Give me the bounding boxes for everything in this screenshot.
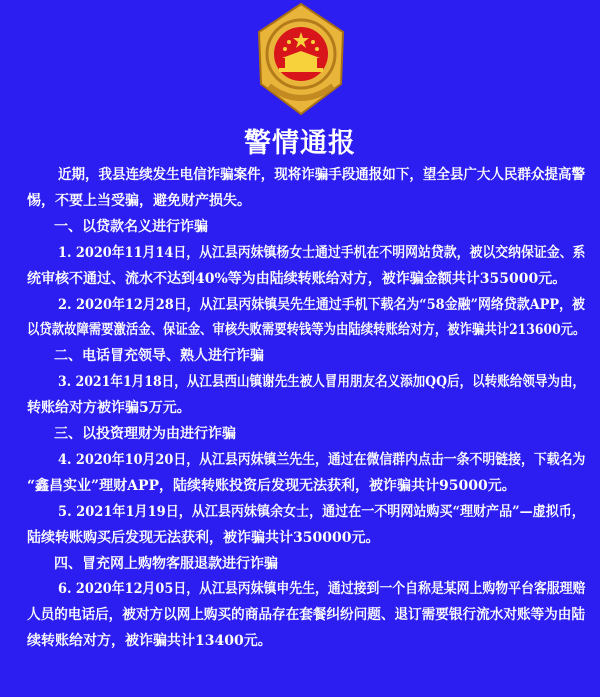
paragraph-line: 惕，不要上当受骗，避免财产损失。 — [27, 192, 251, 209]
paragraph-line: 4. 2020年10月20日，从江县丙妹镇兰先生，通过在微信群内点击一条不明链接，下载名为 — [58, 451, 586, 468]
section-heading: 一、以贷款名义进行诈骗 — [54, 218, 208, 235]
paragraph-line: 转账给对方被诈骗5万元。 — [27, 400, 191, 417]
section-heading: 三、以投资理财为由进行诈骗 — [54, 426, 236, 442]
page-title: 警情通报 — [244, 128, 356, 159]
paragraph-line: 续转账给对方，被诈骗共计13400元。 — [27, 633, 272, 650]
paragraph-line: 陆续转账购买后发现无法获利，被诈骗共计350000元。 — [27, 529, 380, 546]
paragraph-line: 统审核不通过、流水不达到40%等为由陆续转账给对方，被诈骗金额共计355000元。 — [27, 270, 567, 287]
paragraph-line: 以贷款故障需要激活金、保证金、审核失败需要转钱等为由陆续转账给对方，被诈骗共计213600元。 — [27, 322, 586, 339]
paragraph-line: 近期，我县连续发生电信诈骗案件，现将诈骗手段通报如下，望全县广大人民群众提高警 — [58, 167, 585, 183]
police-emblem-icon — [255, 2, 347, 120]
paragraph-line: 6. 2020年12月05日，从江县丙妹镇申先生，通过接到一个自称是某网上购物平台客服理赔 — [58, 581, 586, 598]
paragraph-line: 5. 2021年1月19日，从江县丙妹镇余女士，通过在一不明网站购买“理财产品”—虚拟币， — [58, 503, 585, 520]
paragraph-line: 2. 2020年12月28日，从江县丙妹镇吴先生通过手机下载名为“58金融”网络贷款APP，被 — [58, 296, 585, 313]
paragraph-line: “鑫昌实业”理财APP，陆续转账投资后发现无法获利，被诈骗共计95000元。 — [27, 477, 516, 494]
paragraph-line: 1. 2020年11月14日，从江县丙妹镇杨女士通过手机在不明网站贷款，被以交纳保证金、系 — [58, 244, 586, 261]
paragraph-line: 3. 2021年1月18日，从江县西山镇谢先生被人冒用朋友名义添加QQ后，以转账给领导为由， — [58, 374, 586, 391]
section-heading: 二、电话冒充领导、熟人进行诈骗 — [54, 348, 264, 365]
section-heading: 四、冒充网上购物客服退款进行诈骗 — [54, 555, 278, 572]
paragraph-line: 人员的电话后，被对方以网上购买的商品存在套餐纠纷问题、退订需要银行流水对账等为由陆 — [27, 607, 585, 624]
